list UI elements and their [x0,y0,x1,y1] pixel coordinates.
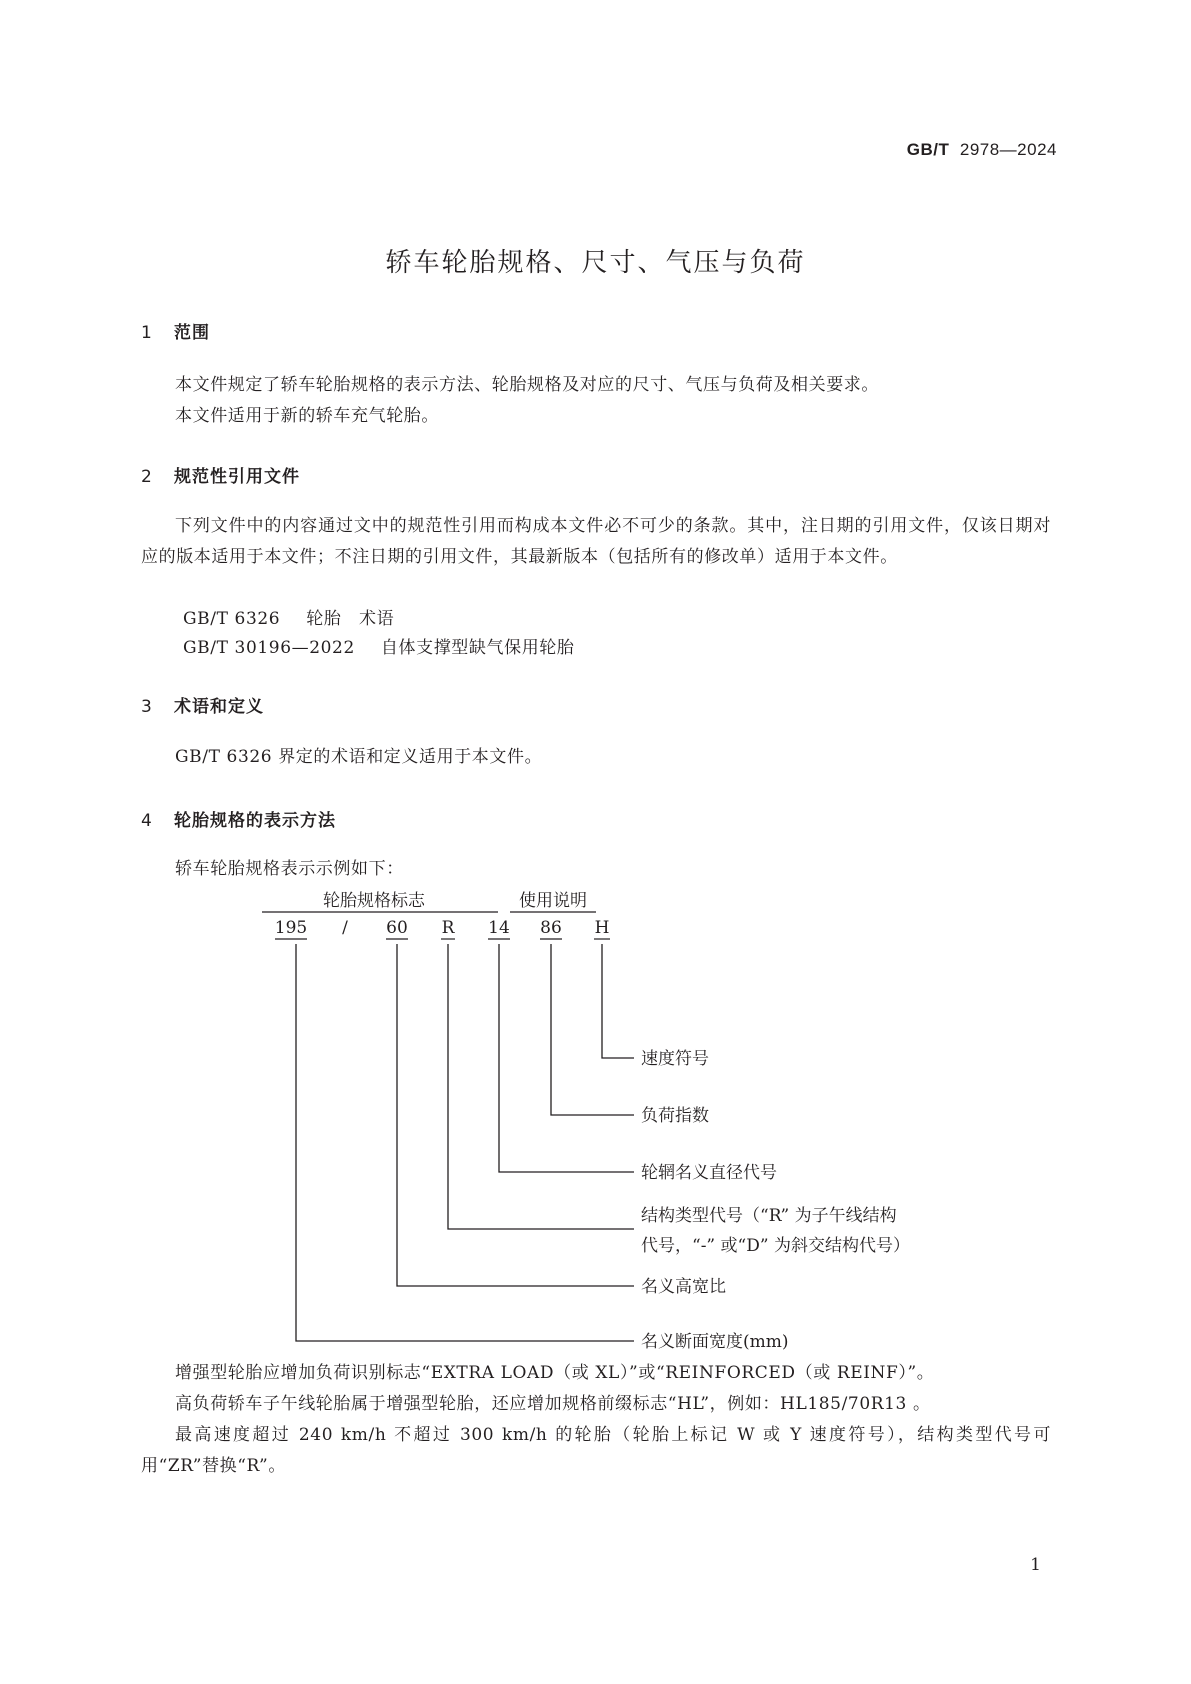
reference-code: GB/T 6326 [183,609,281,629]
standard-prefix: GB/T [906,140,950,159]
section-title: 轮胎规格的表示方法 [174,811,336,831]
label-width: 名义断面宽度(mm) [641,1332,789,1352]
section-3-body [141,742,1051,773]
label-structure-line2: 代号，“-” 或“D” 为斜交结构代号） [641,1236,910,1256]
paragraph: 增强型轮胎应增加负荷识别标志“EXTRA LOAD（或 XL）”或“REINFORCED（或 REINF）”。 [175,1363,935,1383]
leader-line-width [296,944,634,1341]
section-number: 3 [141,697,153,717]
paragraph: 本文件规定了轿车轮胎规格的表示方法、轮胎规格及对应的尺寸、气压与负荷及相关要求。 [175,375,879,395]
page-number: 1 [1030,1555,1041,1575]
section-number: 4 [141,811,153,831]
reference-name: 自体支撑型缺气保用轮胎 [380,638,575,658]
leader-line-aspect [397,944,634,1286]
section-number: 2 [141,467,153,487]
standard-number: 2978—2024 [959,140,1057,159]
token-aspect: 60 [386,918,408,938]
token-load: 86 [540,918,562,938]
reference-item [183,633,575,658]
standard-code [907,140,1057,160]
paragraph: 高负荷轿车子午线轮胎属于增强型轮胎，还应增加规格前缀标志“HL”，例如：HL185/70R13 。 [175,1394,931,1414]
section-4-notes [141,1358,1051,1482]
label-structure-line1: 结构类型代号（“R” 为子午线结构 [641,1206,897,1226]
token-rim: 14 [488,918,510,938]
group-label-spec: 轮胎规格标志 [323,891,425,911]
label-rim: 轮辋名义直径代号 [641,1163,777,1183]
paragraph: 轿车轮胎规格表示示例如下： [175,859,404,879]
token-structure: R [441,918,455,938]
token-speed: H [594,918,610,938]
label-load: 负荷指数 [641,1106,709,1126]
section-title: 规范性引用文件 [174,467,300,487]
reference-name: 轮胎 术语 [306,609,395,629]
label-aspect: 名义高宽比 [641,1277,726,1297]
section-2-body [141,511,1051,573]
leader-line-rim [499,944,634,1172]
section-1-heading [141,318,210,343]
leader-line-structure [448,944,634,1229]
section-title: 范围 [174,323,210,343]
paragraph: 下列文件中的内容通过文中的规范性引用而构成本文件必不可少的条款。其中，注日期的引用文件，仅该日期对应的版本适用于本文件；不注日期的引用文件，其最新版本（包括所有的修改单）适用于本文件。 [141,516,1051,567]
paragraph: 本文件适用于新的轿车充气轮胎。 [175,406,439,426]
section-number: 1 [141,323,153,343]
label-speed: 速度符号 [641,1049,709,1069]
token-slash: / [342,918,348,938]
document-title: 轿车轮胎规格、尺寸、气压与负荷 [385,248,806,278]
section-title: 术语和定义 [174,697,264,717]
token-width: 195 [274,918,308,938]
paragraph: GB/T 6326 界定的术语和定义适用于本文件。 [175,747,543,767]
section-2-heading [141,462,300,487]
section-3-heading [141,692,264,717]
leader-line-speed [602,944,634,1058]
reference-item [183,604,394,629]
group-label-usage: 使用说明 [519,891,587,911]
leader-line-load [551,944,634,1115]
paragraph: 最高速度超过 240 km/h 不超过 300 km/h 的轮胎（轮胎上标记 W 或 Y 速度符号），结构类型代号可用“ZR”替换“R”。 [141,1425,1051,1476]
section-1-body [141,370,1051,432]
reference-code: GB/T 30196—2022 [183,638,355,658]
section-4-intro [141,854,1051,885]
section-4-heading [141,806,336,831]
